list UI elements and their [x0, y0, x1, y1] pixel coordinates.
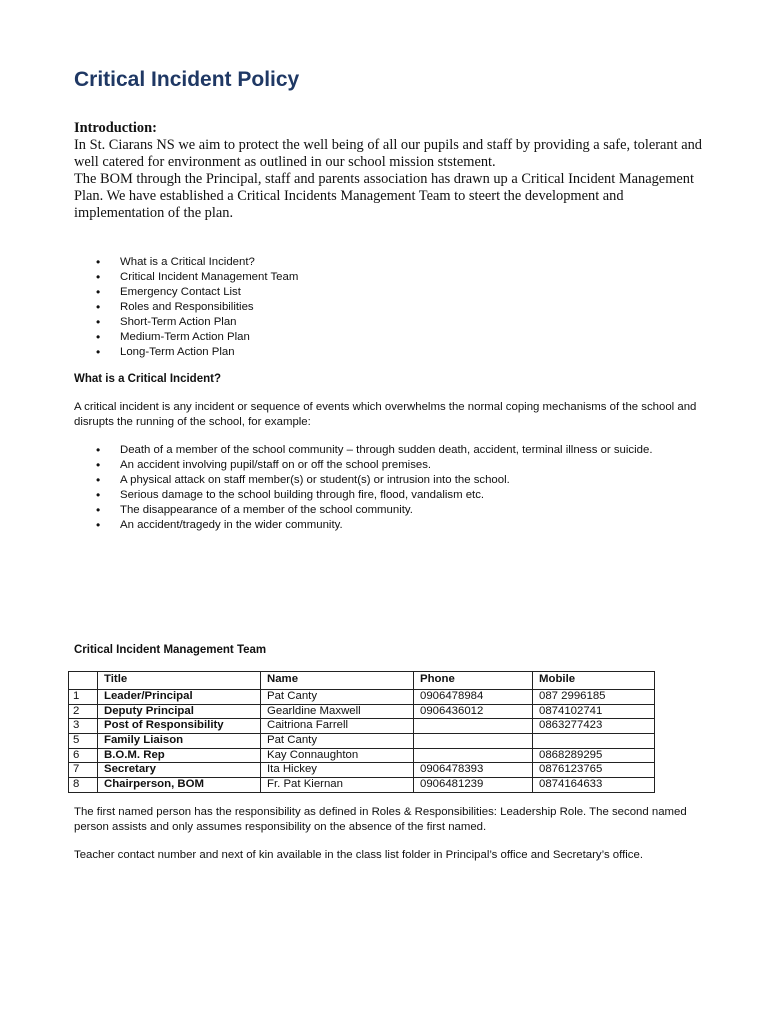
row-number: 7: [69, 763, 98, 778]
member-name: Ita Hickey: [261, 763, 414, 778]
examples-list: [96, 443, 706, 533]
role-title: B.O.M. Rep: [98, 748, 261, 763]
mobile-number: 0874102741: [533, 704, 655, 719]
row-number: 1: [69, 690, 98, 705]
list-item: • Medium-Term Action Plan: [96, 330, 706, 345]
member-name: Gearldine Maxwell: [261, 704, 414, 719]
list-item: • Emergency Contact List: [96, 285, 706, 300]
member-name: Fr. Pat Kiernan: [261, 778, 414, 793]
mobile-number: 0863277423: [533, 719, 655, 734]
phone-number: 0906481239: [414, 778, 533, 793]
table-row: [69, 690, 655, 705]
team-table: [68, 671, 655, 793]
phone-number: [414, 734, 533, 749]
list-item: • Roles and Responsibilities: [96, 300, 706, 315]
mobile-number: 0874164633: [533, 778, 655, 793]
table-header-row: [69, 672, 655, 690]
member-name: Caitriona Farrell: [261, 719, 414, 734]
list-item: • An accident involving pupil/staff on or off the school premises.: [96, 458, 706, 473]
role-title: Deputy Principal: [98, 704, 261, 719]
section-heading-team: Critical Incident Management Team: [74, 644, 267, 656]
row-number: 5: [69, 734, 98, 749]
mobile-number: 087 2996185: [533, 690, 655, 705]
list-item: • An accident/tragedy in the wider community.: [96, 518, 706, 533]
phone-number: 0906478393: [414, 763, 533, 778]
list-item: • The disappearance of a member of the school community.: [96, 503, 706, 518]
role-title: Chairperson, BOM: [98, 778, 261, 793]
mobile-number: 0876123765: [533, 763, 655, 778]
list-item: • A physical attack on staff member(s) or student(s) or intrusion into the school.: [96, 473, 706, 488]
contact-note: Teacher contact number and next of kin available in the class list folder in Principal’s office and Secretary’s office.: [74, 849, 643, 861]
member-name: Pat Canty: [261, 734, 414, 749]
role-title: Post of Responsibility: [98, 719, 261, 734]
phone-number: [414, 719, 533, 734]
row-number: 3: [69, 719, 98, 734]
row-number: 2: [69, 704, 98, 719]
contents-list: [96, 255, 706, 360]
phone-number: 0906436012: [414, 704, 533, 719]
list-item: • Long-Term Action Plan: [96, 345, 706, 360]
table-row: [69, 704, 655, 719]
mobile-number: 0868289295: [533, 748, 655, 763]
table-row: [69, 734, 655, 749]
list-item: • Serious damage to the school building through fire, flood, vandalism etc.: [96, 488, 706, 503]
role-title: Family Liaison: [98, 734, 261, 749]
page-title: Critical Incident Policy: [74, 68, 300, 91]
column-header-number: [69, 672, 98, 690]
row-number: 6: [69, 748, 98, 763]
table-row: [69, 763, 655, 778]
introduction-section: [74, 120, 714, 222]
member-name: Kay Connaughton: [261, 748, 414, 763]
phone-number: [414, 748, 533, 763]
list-item: • Critical Incident Management Team: [96, 270, 706, 285]
introduction-heading: Introduction:: [74, 120, 157, 136]
member-name: Pat Canty: [261, 690, 414, 705]
introduction-paragraph-1: In St. Ciarans NS we aim to protect the well being of all our pupils and staff by providing a safe, tolerant and well catered for environment as outlined in our school mission ststement.: [74, 137, 702, 170]
table-row: [69, 748, 655, 763]
list-item: • Short-Term Action Plan: [96, 315, 706, 330]
definition-paragraph: A critical incident is any incident or sequence of events which overwhelms the normal coping mechanisms of the school and disrupts the running of the school, for example:: [74, 401, 697, 428]
column-header-phone: Phone: [414, 672, 533, 690]
mobile-number: [533, 734, 655, 749]
role-title: Secretary: [98, 763, 261, 778]
responsibility-note: The first named person has the responsibility as defined in Roles & Responsibilities: Leadership Role. The second named person assists and only assumes responsibility on the absence of the first named.: [74, 806, 687, 833]
column-header-mobile: Mobile: [533, 672, 655, 690]
column-header-title: Title: [98, 672, 261, 690]
introduction-paragraph-2: The BOM through the Principal, staff and parents association has drawn up a Critical Incident Management Plan. We have established a Critical Incidents Management Team to steert the development and implementation of the plan.: [74, 171, 694, 221]
table-row: [69, 778, 655, 793]
role-title: Leader/Principal: [98, 690, 261, 705]
row-number: 8: [69, 778, 98, 793]
column-header-name: Name: [261, 672, 414, 690]
list-item: • Death of a member of the school community – through sudden death, accident, terminal illness or suicide.: [96, 443, 706, 458]
list-item: • What is a Critical Incident?: [96, 255, 706, 270]
section-heading-what-is: What is a Critical Incident?: [74, 373, 221, 385]
table-row: [69, 719, 655, 734]
phone-number: 0906478984: [414, 690, 533, 705]
